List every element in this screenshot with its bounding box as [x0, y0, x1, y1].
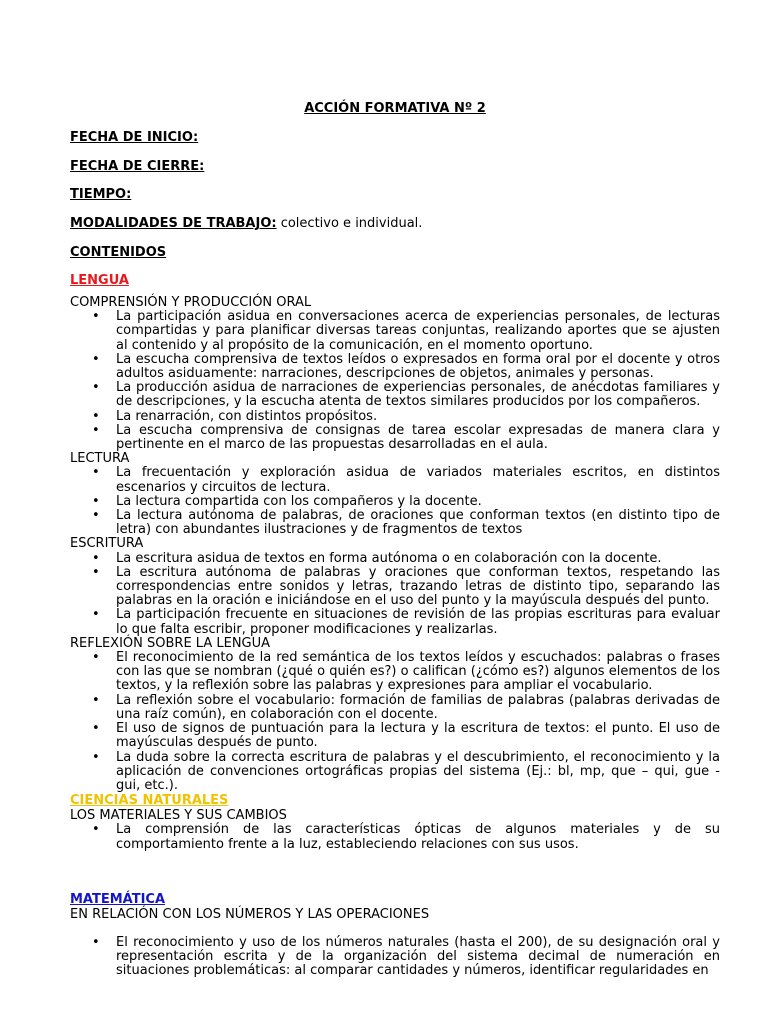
list-item: • La participación asidua en conversaciones acerca de experiencias personales, de lecturas compartidas y para planificar diversas tareas conjuntas, realizando aportes que se ajusten al contenido y al propósito de la comunicación, en el momento oportuno. — [116, 310, 720, 353]
bullet-list — [70, 651, 720, 793]
list-item: • La escritura asidua de textos en forma autónoma o en colaboración con la docente. — [116, 552, 720, 566]
section-title: LOS MATERIALES Y SUS CAMBIOS — [70, 808, 287, 824]
bullet-list — [70, 823, 720, 851]
bullet-list — [70, 936, 720, 979]
field-tiempo-label: TIEMPO: — [70, 187, 132, 202]
list-item: • La escucha comprensiva de textos leídos o expresados en forma oral por el docente y otros adultos asiduamente: narraciones, descripciones de objetos, animales y personas. — [116, 353, 720, 381]
field-fecha-cierre — [70, 159, 204, 175]
field-fecha-inicio — [70, 130, 198, 146]
contenidos-heading — [70, 245, 166, 261]
ciencias-heading: CIENCIAS NATURALES — [70, 793, 229, 809]
list-item: • La comprensión de las características ópticas de algunos materiales y de su comportamiento frente a la luz, estableciendo relaciones con sus usos. — [116, 823, 720, 851]
field-modalidades-label: MODALIDADES DE TRABAJO: — [70, 216, 277, 231]
field-modalidades — [70, 216, 422, 232]
list-item: • La producción asidua de narraciones de experiencias personales, de anécdotas familiares y de descripciones, y la escucha atenta de textos similares producidos por los compañeros. — [116, 381, 720, 409]
section-title: ESCRITURA — [70, 536, 144, 552]
list-item: • La lectura autónoma de palabras, de oraciones que conforman textos (en distinto tipo de letra) con abundantes ilustraciones y de fragmentos de textos — [116, 509, 720, 537]
list-item: • El uso de signos de puntuación para la lectura y la escritura de textos: el punto. El uso de mayúsculas después de punto. — [116, 722, 720, 750]
section-title: COMPRENSIÓN Y PRODUCCIÓN ORAL — [70, 295, 312, 310]
bullet-list — [70, 310, 720, 452]
section-title: LECTURA — [70, 451, 130, 467]
bullet-list — [70, 466, 720, 537]
list-item: • La reflexión sobre el vocabulario: formación de familias de palabras (palabras derivadas de una raíz común), en colaboración con el docente. — [116, 694, 720, 722]
list-item: • La escritura autónoma de palabras y oraciones que conforman textos, respetando las correspondencias entre sonidos y letras, trazando letras de distinto tipo, separando las palabras en la oración e iniciándose en el uso del punto y la mayúscula después del punto. — [116, 566, 720, 609]
contenidos-label: CONTENIDOS — [70, 245, 167, 260]
document-title: ACCIÓN FORMATIVA Nº 2 — [304, 101, 486, 116]
list-item: • El reconocimiento de la red semántica de los textos leídos y escuchados: palabras o frases con las que se nombran (¿qué o quién es?) o califican (¿cómo es?) algunos elementos de los textos, y la reflexión sobre las palabras y expresiones para ampliar el vocabulario. — [116, 651, 720, 694]
field-tiempo — [70, 187, 131, 203]
list-item: • La renarración, con distintos propósitos. — [116, 410, 720, 424]
list-item: • La frecuentación y exploración asidua de variados materiales escritos, en distintos escenarios y circuitos de lectura. — [116, 466, 720, 494]
field-fecha-cierre-label: FECHA DE CIERRE: — [70, 159, 205, 174]
list-item: • El reconocimiento y uso de los números naturales (hasta el 200), de su designación oral y representación escrita y de la organización del sistema decimal de numeración en situaciones problemáticas: al comparar cantidades y números, identificar regularidades en — [116, 936, 720, 979]
list-item: • La duda sobre la correcta escritura de palabras y el descubrimiento, el reconocimiento y la aplicación de convenciones ortográficas propias del sistema (Ej.: bl, mp, que – qui, gue - gui, etc.). — [116, 751, 720, 794]
list-item: • La participación frecuente en situaciones de revisión de las propias escrituras para evaluar lo que falta escribir, proponer modificaciones y realizarlas. — [116, 608, 720, 636]
list-item: • La escucha comprensiva de consignas de tarea escolar expresadas de manera clara y pertinente en el marco de las propuestas desarrolladas en el aula. — [116, 424, 720, 452]
contenidos-body — [70, 273, 720, 979]
list-item: • La lectura compartida con los compañeros y la docente. — [116, 495, 720, 509]
matematica-heading: MATEMÁTICA — [70, 891, 166, 907]
lengua-heading: LENGUA — [70, 273, 129, 288]
section-title: REFLEXIÓN SOBRE LA LENGUA — [70, 635, 271, 651]
field-fecha-inicio-label: FECHA DE INICIO: — [70, 130, 199, 145]
section-title: EN RELACIÓN CON LOS NÚMEROS Y LAS OPERACIONES — [70, 906, 430, 922]
field-modalidades-value: colectivo e individual. — [276, 216, 423, 231]
bullet-list — [70, 552, 720, 637]
